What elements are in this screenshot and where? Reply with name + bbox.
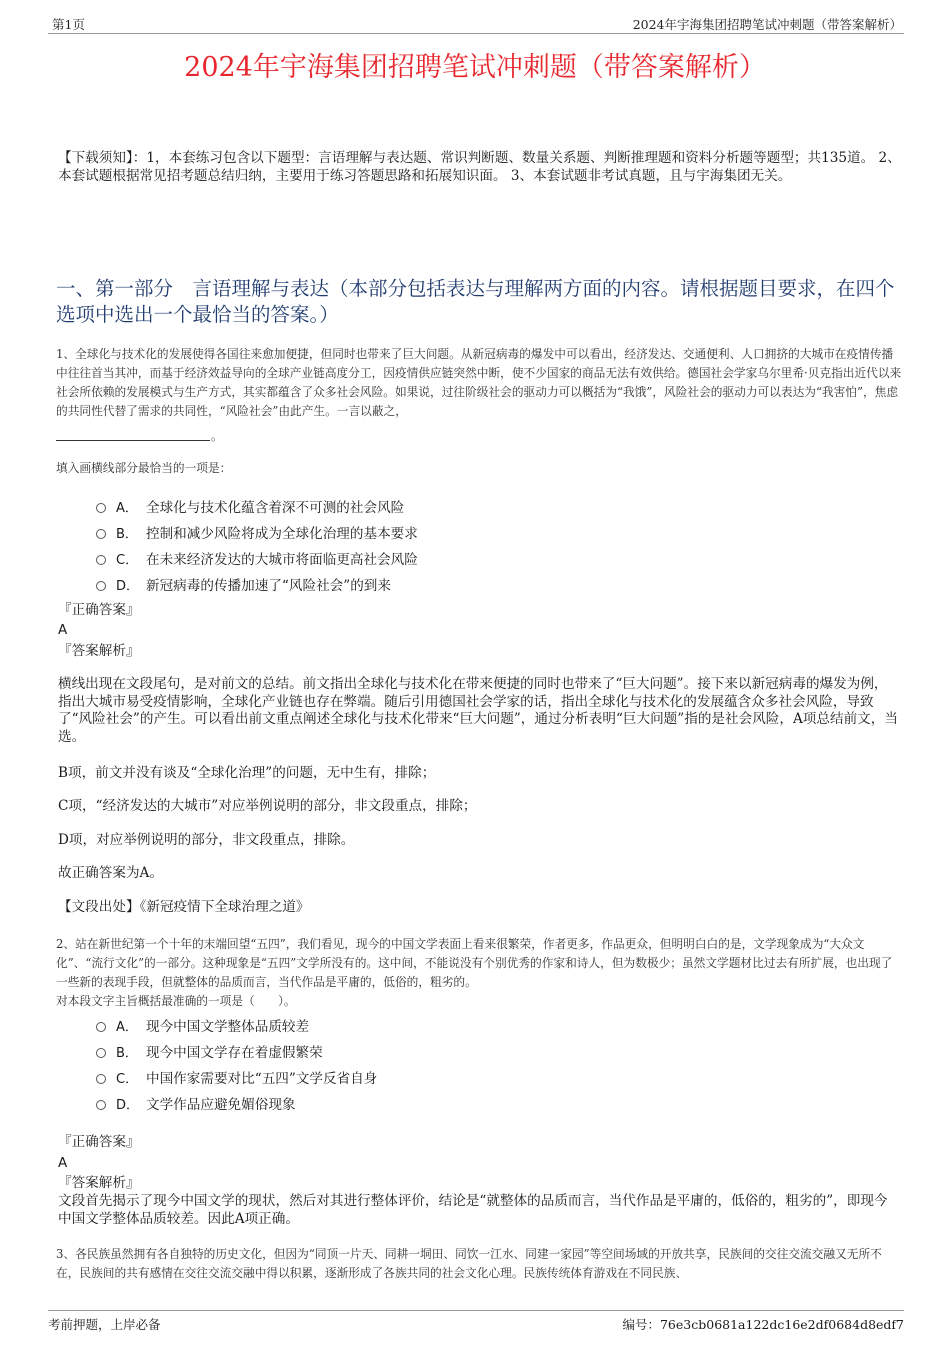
- question-2-answer: A: [58, 1155, 68, 1171]
- footer-code: 编号：76e3cb0681a122dc16e2df0684d8edf7: [622, 1317, 904, 1332]
- radio-icon[interactable]: [96, 555, 106, 565]
- option-letter: D．: [116, 578, 140, 594]
- option-letter: C．: [116, 552, 139, 568]
- question-1-blank-tail: 。: [211, 429, 223, 443]
- question-1-analysis-main: 横线出现在文段尾句，是对前文的总结。前文指出全球化与技术化在带来便捷的同时也带来了“巨大问题”。接下来以新冠病毒的爆发为例，指出大城市易受疫情影响，全球化产业链也存在弊端。随后引用德国社会学家的话，指出全球化与技术化的发展蕴含众多社会风险，导致了“风险社会”的产生。可以看出前文重点阐述全球化与技术化带来“巨大问题”，通过分析表明“巨大问题”指的是社会风险，A项总结前文，当选。: [58, 676, 898, 745]
- option-text: 文学作品应避免媚俗现象: [146, 1097, 296, 1113]
- radio-icon[interactable]: [96, 529, 106, 539]
- question-1-analysis-d: D项，对应举例说明的部分，非文段重点，排除。: [58, 832, 355, 848]
- radio-icon[interactable]: [96, 581, 106, 591]
- question-1-analysis-c: C项，“经济发达的大城市”对应举例说明的部分，非文段重点，排除；: [58, 798, 477, 814]
- download-notice: 【下载须知】：1，本套练习包含以下题型：言语理解与表达题、常识判断题、数量关系题、判断推理题和资料分析题等题型；共135道。 2、本套试题根据常见招考题总结归纳，主要用于练习答题思路和拓展知识面。 3、本套试题非考试真题，且与宇海集团无关。: [58, 150, 901, 184]
- question-1-option-b[interactable]: [96, 522, 418, 542]
- radio-icon[interactable]: [96, 1074, 106, 1084]
- footer-slogan: 考前押题，上岸必备: [48, 1317, 161, 1332]
- header-doc-title: 2024年宇海集团招聘笔试冲刺题（带答案解析）: [632, 17, 902, 32]
- question-1-option-a[interactable]: [96, 496, 404, 516]
- radio-icon[interactable]: [96, 503, 106, 513]
- option-letter: A．: [116, 1019, 138, 1035]
- question-2-analysis: 文段首先揭示了现今中国文学的现状，然后对其进行整体评价，结论是“就整体的品质而言，当代作品是平庸的，低俗的，粗劣的”，即现今中国文学整体品质较差。因此A项正确。: [58, 1193, 888, 1227]
- question-1-analysis-label: 『答案解析』: [58, 643, 140, 659]
- option-text: 全球化与技术化蕴含着深不可测的社会风险: [146, 500, 405, 516]
- option-letter: B．: [116, 526, 138, 542]
- document-title: 2024年宇海集团招聘笔试冲刺题（带答案解析）: [184, 52, 766, 83]
- question-1-prompt: 填入画横线部分最恰当的一项是：: [56, 461, 232, 475]
- option-text: 新冠病毒的传播加速了“风险社会”的到来: [146, 578, 391, 594]
- question-2-option-a[interactable]: [96, 1015, 309, 1035]
- option-letter: A．: [116, 500, 138, 516]
- question-2-stem: 2、站在新世纪第一个十年的末端回望“五四”，我们看见，现今的中国文学表面上看来很繁荣，作者更多，作品更众，但明明白白的是，文学现象成为“大众文化”、“流行文化”的一部分。这种现象是“五四”文学所没有的。这中间，不能说没有个别优秀的作家和诗人，但为数极少；虽然文学题材比过去有所扩展，也出现了一些新的表现手段，但就整体的品质而言，当代作品是平庸的，低俗的，粗劣的。: [56, 937, 893, 989]
- question-2-analysis-label: 『答案解析』: [58, 1175, 140, 1191]
- question-1-option-d[interactable]: [96, 574, 391, 594]
- option-letter: C．: [116, 1071, 139, 1087]
- option-letter: D．: [116, 1097, 140, 1113]
- header-divider: [48, 33, 904, 34]
- question-2-prompt: 对本段文字主旨概括最准确的一项是（ ）。: [56, 994, 296, 1008]
- question-1-conclusion: 故正确答案为A。: [58, 865, 163, 881]
- question-2-answer-label: 『正确答案』: [58, 1134, 140, 1150]
- question-1-stem: 1、全球化与技术化的发展使得各国往来愈加便捷，但同时也带来了巨大问题。从新冠病毒的爆发中可以看出，经济发达、交通便利、人口拥挤的大城市在疫情传播中往往首当其冲，而基于经济效益导向的全球产业链高度分工，因疫情供应链突然中断，使不少国家的商品无法有效供给。德国社会学家乌尔里希·贝克指出近代以来社会所依赖的发展模式与生产方式，其实都蕴含了众多社会风险。如果说，过往阶级社会的驱动力可以概括为“我饿”，风险社会的驱动力可以表达为“我害怕”，焦虑的共同性代替了需求的共同性，“风险社会”由此产生。一言以蔽之，: [56, 347, 902, 418]
- question-2-option-b[interactable]: [96, 1041, 323, 1061]
- question-1-source: 【文段出处】《新冠疫情下全球治理之道》: [58, 899, 310, 915]
- option-letter: B．: [116, 1045, 138, 1061]
- option-text: 在未来经济发达的大城市将面临更高社会风险: [146, 552, 418, 568]
- question-2-option-c[interactable]: [96, 1067, 377, 1087]
- option-text: 现今中国文学整体品质较差: [146, 1019, 310, 1035]
- footer-divider: [48, 1310, 904, 1311]
- option-text: 中国作家需要对比“五四”文学反省自身: [146, 1071, 378, 1087]
- section-heading: 一、第一部分 言语理解与表达（本部分包括表达与理解两方面的内容。请根据题目要求，在四个选项中选出一个最恰当的答案。）: [56, 277, 895, 326]
- question-1-answer: A: [58, 622, 68, 638]
- radio-icon[interactable]: [96, 1022, 106, 1032]
- page-number: 第1页: [52, 17, 85, 32]
- question-3-stem: 3、各民族虽然拥有各自独特的历史文化，但因为“同顶一片天、同耕一垌田、同饮一江水、同建一家园”等空间场域的开放共享，民族间的交往交流交融又无所不在，民族间的共有感情在交往交流交融中得以积累，逐渐形成了各族共同的社会文化心理。民族传统体育游戏在不同民族、: [56, 1247, 882, 1280]
- radio-icon[interactable]: [96, 1048, 106, 1058]
- question-1-answer-label: 『正确答案』: [58, 602, 140, 618]
- option-text: 现今中国文学存在着虚假繁荣: [146, 1045, 323, 1061]
- question-1-blank-line: [56, 440, 210, 441]
- question-2-option-d[interactable]: [96, 1093, 296, 1113]
- question-1-analysis-b: B项，前文并没有谈及“全球化治理”的问题，无中生有，排除；: [58, 765, 436, 781]
- option-text: 控制和减少风险将成为全球化治理的基本要求: [146, 526, 418, 542]
- question-1-option-c[interactable]: [96, 548, 418, 568]
- radio-icon[interactable]: [96, 1100, 106, 1110]
